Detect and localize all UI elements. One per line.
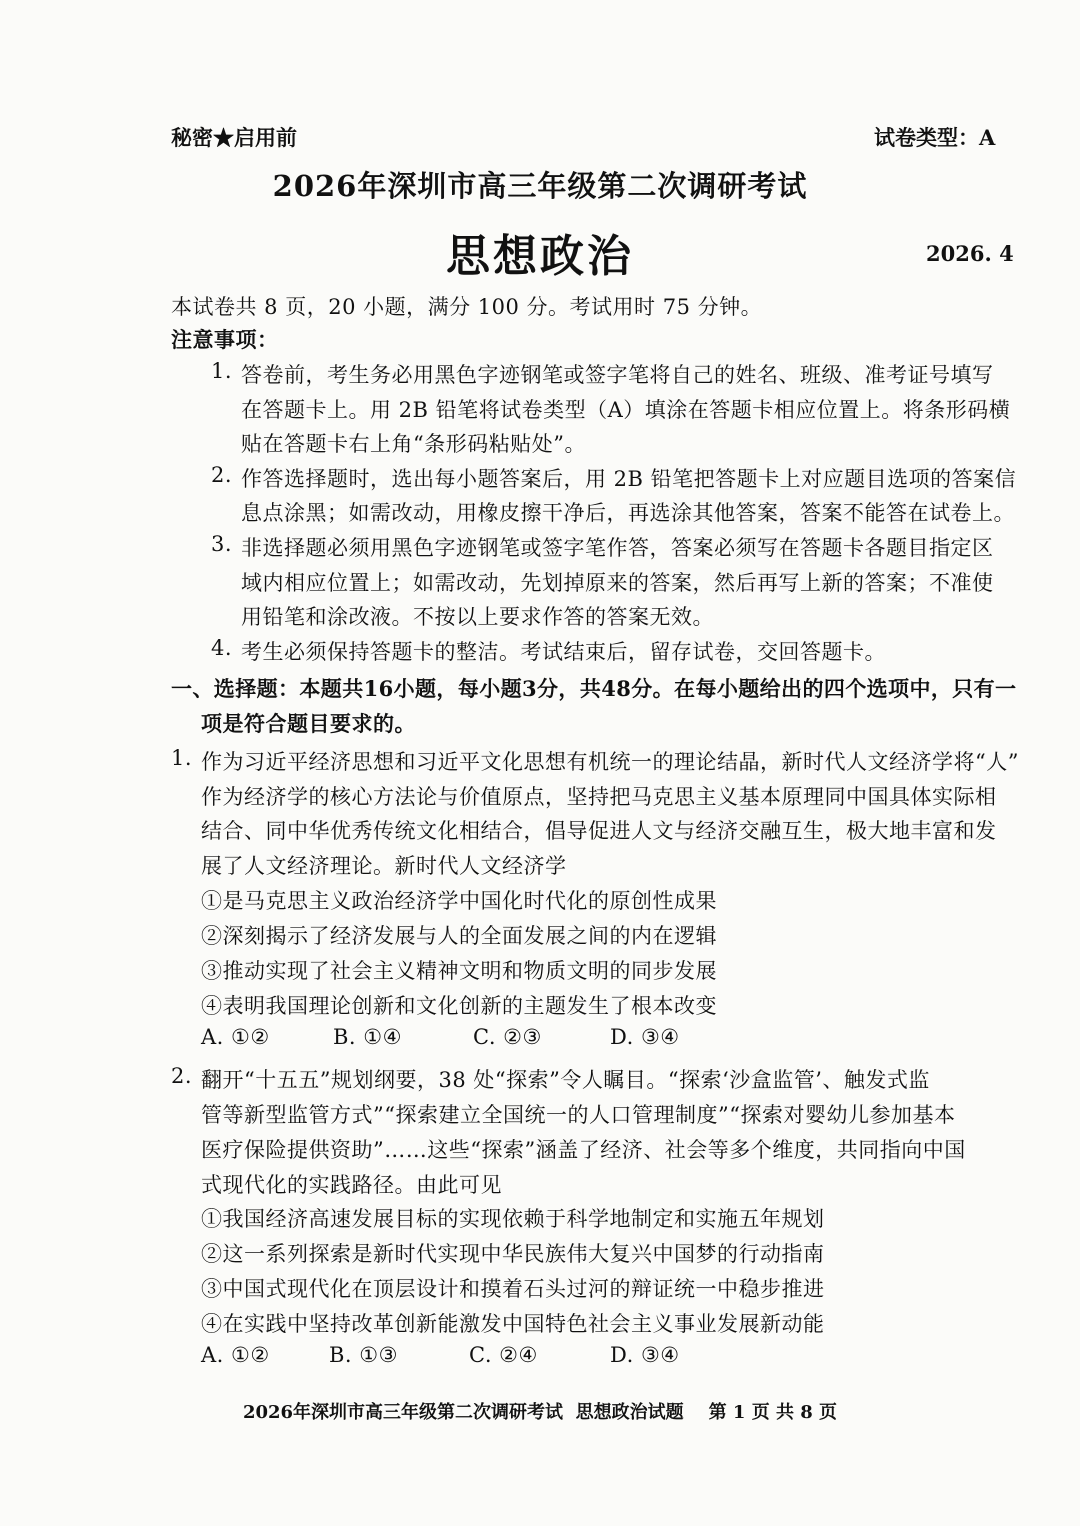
notice-item-number: 4. [211,636,233,660]
page-footer: 2026年深圳市高三年级第二次调研考试 思想政治试题 第 1 页 共 8 页 [242,1402,838,1423]
notice-item-number: 3. [211,532,233,556]
notice-item-line: 在答题卡上。用 2B 铅笔将试卷类型（A）填涂在答题卡相应位置上。将条形码横 [241,398,1011,422]
statement-item: ①是马克思主义政治经济学中国化时代化的原创性成果 [201,889,717,913]
question-stem-line: 作为习近平经济思想和习近平文化思想有机统一的理论结晶，新时代人文经济学将“人” [201,750,1019,774]
answer-option-a: A. ①② [201,1343,270,1367]
paper-type: 试卷类型：A [874,125,996,150]
notice-item-line: 贴在答题卡右上角“条形码粘贴处”。 [241,432,586,456]
question-stem-line: 管等新型监管方式”“探索建立全国统一的人口管理制度”“探索对婴幼儿参加基本 [201,1103,956,1127]
question-stem-line: 展了人文经济理论。新时代人文经济学 [201,854,567,878]
notice-title: 注意事项： [171,327,279,352]
notice-item-line: 考生必须保持答题卡的整洁。考试结束后，留存试卷，交回答题卡。 [241,640,886,664]
section-heading-line: 一、选择题：本题共16小题，每小题3分，共48分。在每小题给出的四个选项中，只有一 [171,676,1017,701]
secret-label: 秘密★启用前 [171,125,297,150]
notice-item-line: 非选择题必须用黑色字迹钢笔或签字笔作答，答案必须写在答题卡各题目指定区 [241,536,994,560]
intro-text: 本试卷共 8 页，20 小题，满分 100 分。考试用时 75 分钟。 [171,295,763,319]
statement-item: ④表明我国理论创新和文化创新的主题发生了根本改变 [201,994,717,1018]
notice-item-line: 用铅笔和涂改液。不按以上要求作答的答案无效。 [241,605,714,629]
question-number: 2. [171,1064,193,1088]
answer-option-b: B. ①③ [329,1343,398,1367]
question-stem-line: 医疗保险提供资助”……这些“探索”涵盖了经济、社会等多个维度，共同指向中国 [201,1138,966,1162]
exam-title: 2026年深圳市高三年级第二次调研考试 [272,169,808,203]
notice-item-line: 域内相应位置上；如需改动，先划掉原来的答案，然后再写上新的答案；不准使 [241,571,994,595]
notice-item-number: 1. [211,359,233,383]
notice-item-line: 答卷前，考生务必用黑色字迹钢笔或签字笔将自己的姓名、班级、准考证号填写 [241,363,994,387]
question-stem-line: 式现代化的实践路径。由此可见 [201,1173,502,1197]
answer-option-c: C. ②③ [473,1025,542,1049]
answer-option-c: C. ②④ [469,1343,538,1367]
question-stem-line: 翻开“十五五”规划纲要，38 处“探索”令人瞩目。“探索‘沙盒监管’、触发式监 [201,1068,930,1092]
statement-item: ②深刻揭示了经济发展与人的全面发展之间的内在逻辑 [201,924,717,948]
statement-item: ③中国式现代化在顶层设计和摸着石头过河的辩证统一中稳步推进 [201,1277,825,1301]
notice-item-line: 作答选择题时，选出每小题答案后，用 2B 铅笔把答题卡上对应题目选项的答案信 [241,467,1017,491]
question-number: 1. [171,746,193,770]
question-stem-line: 作为经济学的核心方法论与价值原点，坚持把马克思主义基本原理同中国具体实际相 [201,785,997,809]
section-heading-line: 项是符合题目要求的。 [201,711,416,736]
answer-option-b: B. ①④ [333,1025,402,1049]
subject-title: 思想政治 [446,231,634,282]
statement-item: ①我国经济高速发展目标的实现依赖于科学地制定和实施五年规划 [201,1207,825,1231]
statement-item: ②这一系列探索是新时代实现中华民族伟大复兴中国梦的行动指南 [201,1242,825,1266]
statement-item: ③推动实现了社会主义精神文明和物质文明的同步发展 [201,959,717,983]
notice-item-number: 2. [211,463,233,487]
exam-date: 2026. 4 [926,241,1014,266]
statement-item: ④在实践中坚持改革创新能激发中国特色社会主义事业发展新动能 [201,1312,825,1336]
question-stem-line: 结合、同中华优秀传统文化相结合，倡导促进人文与经济交融互生，极大地丰富和发 [201,819,997,843]
answer-option-d: D. ③④ [610,1343,680,1367]
answer-option-d: D. ③④ [610,1025,680,1049]
notice-item-line: 息点涂黑；如需改动，用橡皮擦干净后，再选涂其他答案，答案不能答在试卷上。 [241,501,1015,525]
answer-option-a: A. ①② [201,1025,270,1049]
